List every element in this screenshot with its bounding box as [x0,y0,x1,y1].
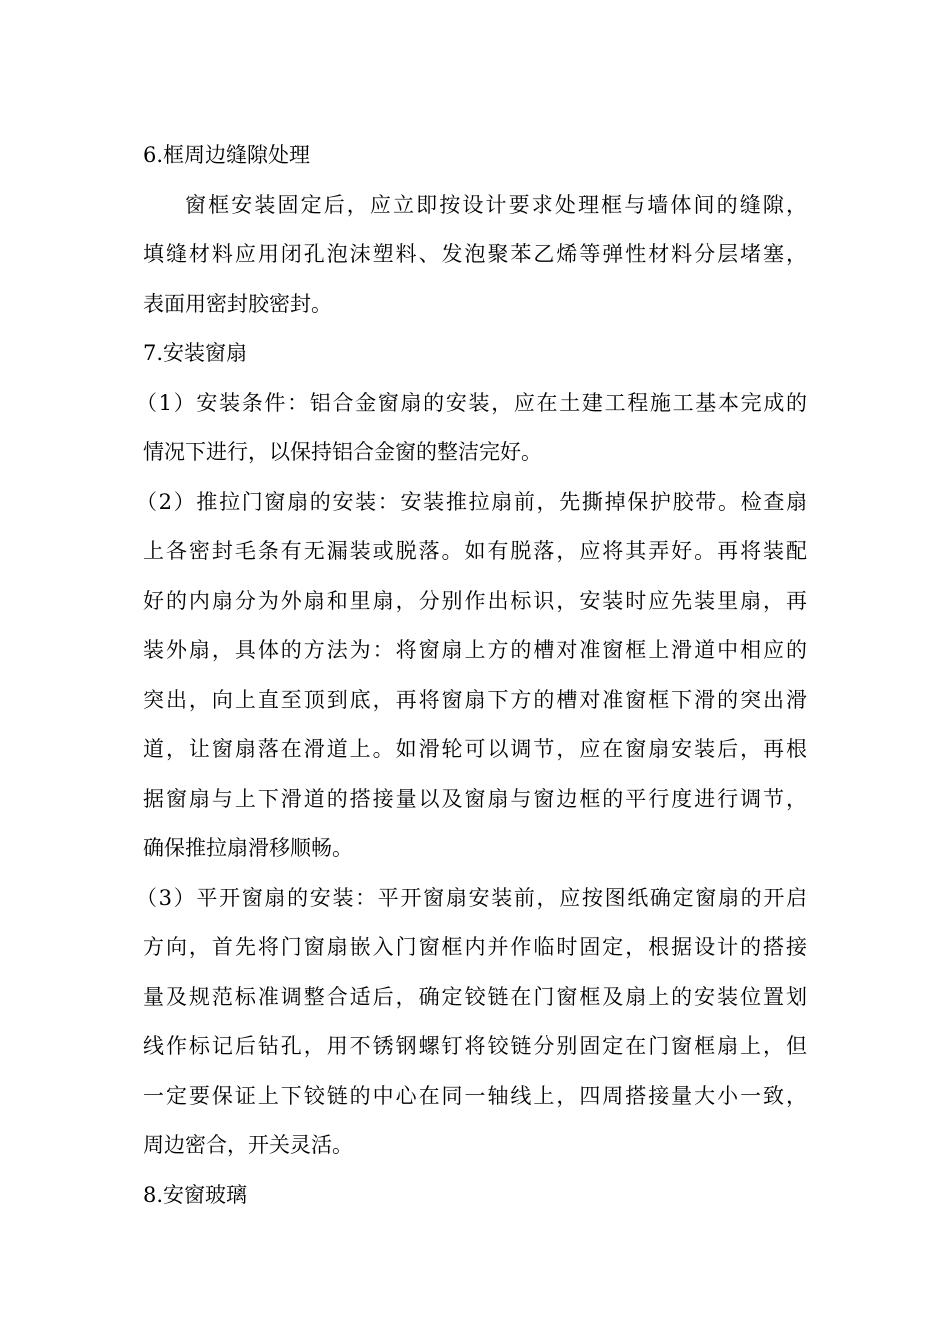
document-body [136,131,807,1220]
paragraph-line: 一定要保证上下铰链的中心在同一轴线上，四周搭接量大小一致， [143,1083,807,1108]
paragraph-line: 周边密合，开关灵活。 [143,1133,353,1157]
paragraph-line: 线作标记后钻孔，用不锈钢螺钉将铰链分别固定在门窗框扇上，但 [143,1034,807,1058]
section-heading-8: 8.安窗玻璃 [143,1182,248,1207]
paragraph-line: 装外扇，具体的方法为：将窗扇上方的槽对准窗框上滑道中相应的 [143,638,807,662]
section-heading-7: 7.安装窗扇 [143,341,248,365]
paragraph-line: 据窗扇与上下滑道的搭接量以及窗扇与窗边框的平行度进行调节， [143,786,807,811]
paragraph-line: 道，让窗扇落在滑道上。如滑轮可以调节，应在窗扇安装后，再根 [143,737,807,761]
list-item-line: （3）平开窗扇的安装：平开窗扇安装前，应按图纸确定窗扇的开启 [136,885,807,910]
paragraph-line: 情况下进行，以保持铝合金窗的整洁完好。 [143,440,542,464]
paragraph-line: 窗框安装固定后，应立即按设计要求处理框与墙体间的缝隙， [185,192,807,217]
list-item-line: （2）推拉门窗扇的安装：安装推拉扇前，先撕掉保护胶带。检查扇 [136,489,807,514]
paragraph-line: 上各密封毛条有无漏装或脱落。如有脱落，应将其弄好。再将装配 [143,539,807,563]
section-heading-6: 6.框周边缝隙处理 [143,143,311,167]
paragraph-line: 确保推拉扇滑移顺畅。 [143,836,353,860]
paragraph-line: 表面用密封胶密封。 [143,291,332,316]
list-item-line: （1）安装条件：铝合金窗扇的安装，应在土建工程施工基本完成的 [136,390,807,415]
paragraph-line: 好的内扇分为外扇和里扇，分别作出标识，安装时应先装里扇，再 [143,588,807,613]
paragraph-line: 填缝材料应用闭孔泡沫塑料、发泡聚苯乙烯等弹性材料分层堵塞， [143,242,807,266]
paragraph-line: 突出，向上直至顶到底，再将窗扇下方的槽对准窗框下滑的突出滑 [143,687,807,712]
paragraph-line: 量及规范标准调整合适后，确定铰链在门窗框及扇上的安装位置划 [143,984,807,1009]
paragraph-line: 方向，首先将门窗扇嵌入门窗框内并作临时固定，根据设计的搭接 [143,935,807,959]
